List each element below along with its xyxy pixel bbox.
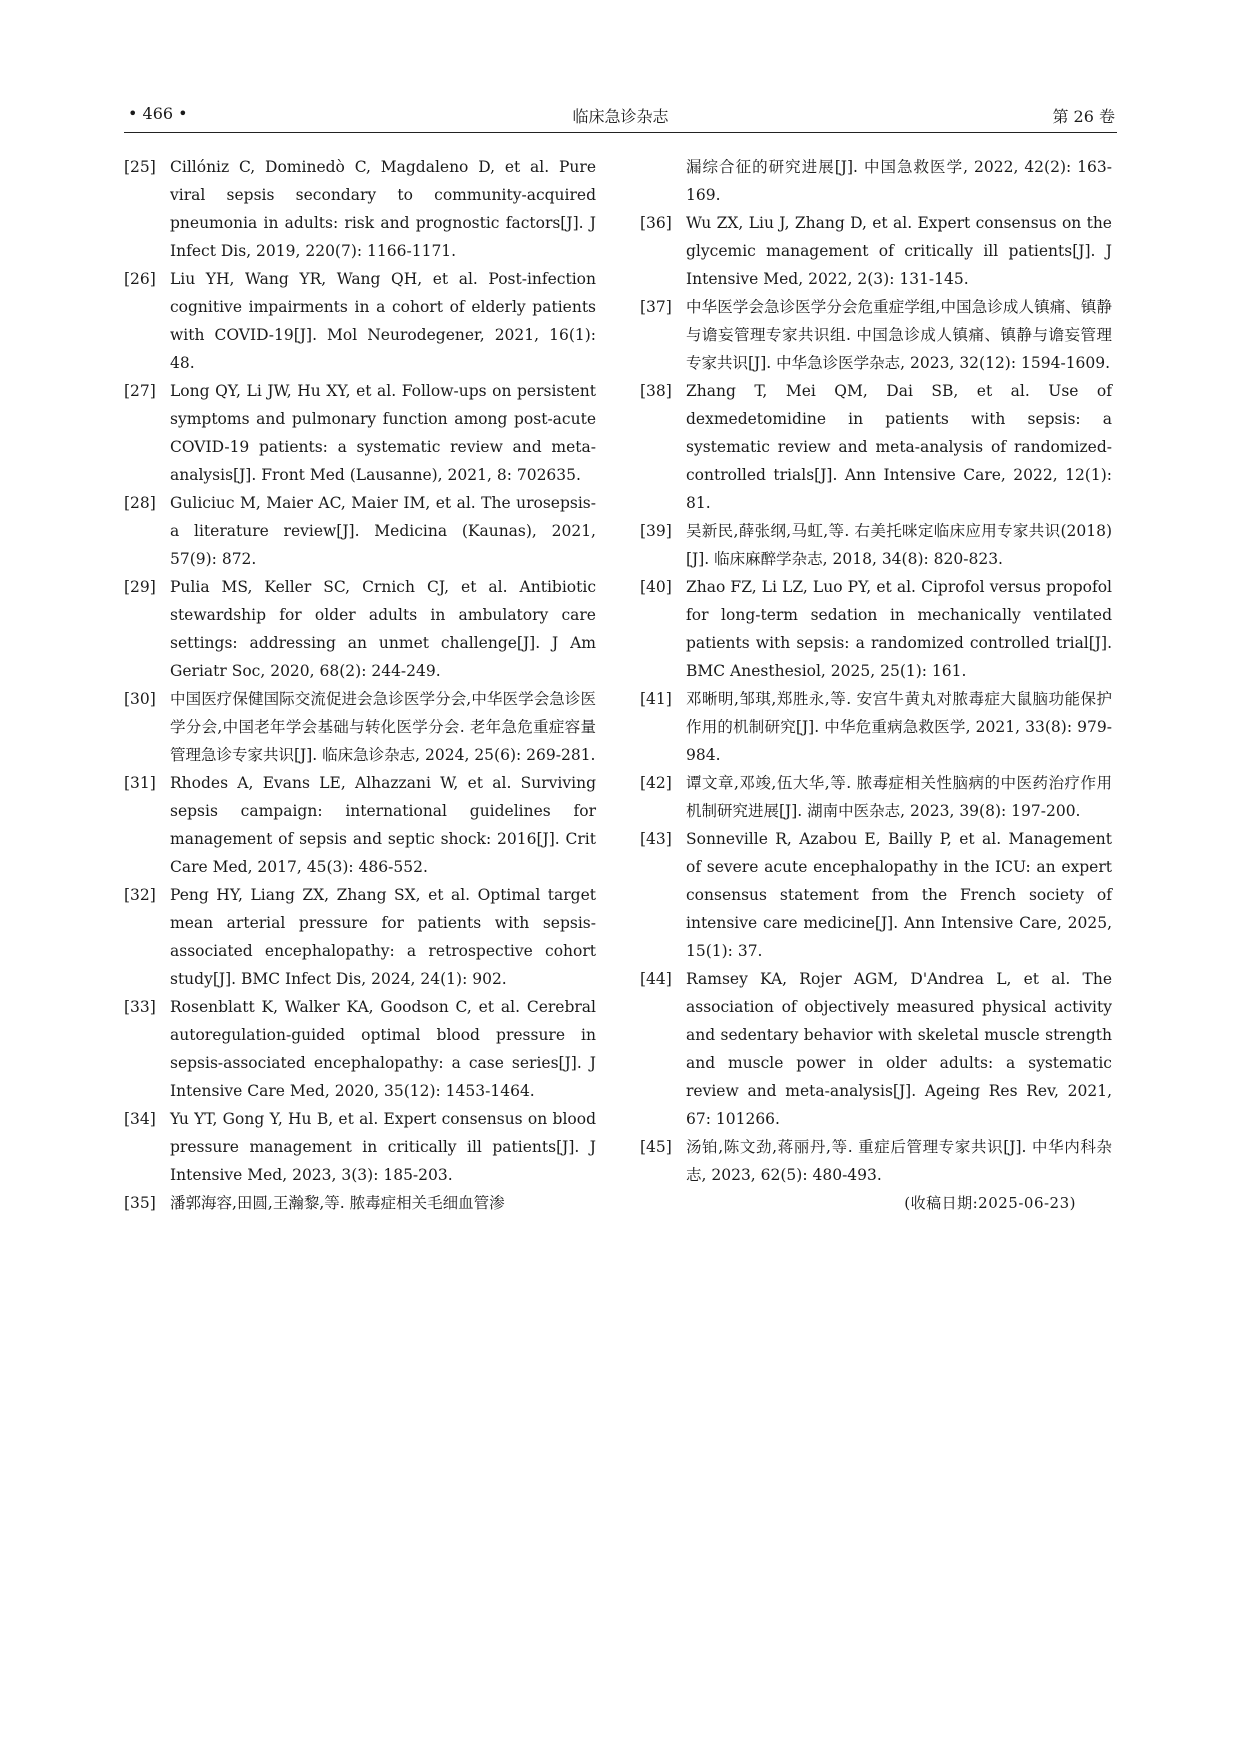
reference-item bbox=[640, 825, 1112, 965]
reference-number: [36] bbox=[640, 214, 672, 232]
reference-number: [45] bbox=[640, 1138, 672, 1156]
reference-number: [28] bbox=[124, 494, 156, 512]
reference-column-left bbox=[124, 153, 596, 1217]
reference-text: Cillóniz C, Dominedò C, Magdaleno D, et al. Pure viral sepsis secondary to community-acquired pneumonia in adults: risk and prognostic factors[J]. J Infect Dis, 2019, 220(7): 1166-1171. bbox=[170, 158, 596, 260]
reference-number: [29] bbox=[124, 578, 156, 596]
reference-text: Guliciuc M, Maier AC, Maier IM, et al. The urosepsis-a literature review[J]. Medicina (Kaunas), 2021, 57(9): 872. bbox=[170, 494, 596, 568]
reference-text: Rosenblatt K, Walker KA, Goodson C, et al. Cerebral autoregulation-guided optimal blood pressure in sepsis-associated encephalopathy: a case series[J]. J Intensive Care Med, 2020, 35(12): 1453-1464. bbox=[170, 998, 596, 1100]
reference-text: 吴新民,薛张纲,马虹,等. 右美托咪定临床应用专家共识(2018)[J]. 临床麻醉学杂志, 2018, 34(8): 820-823. bbox=[686, 522, 1112, 568]
reference-item bbox=[640, 573, 1112, 685]
reference-number: [30] bbox=[124, 690, 156, 708]
reference-item bbox=[124, 993, 596, 1105]
reference-number: [34] bbox=[124, 1110, 156, 1128]
reference-number: [38] bbox=[640, 382, 672, 400]
reference-number: [35] bbox=[124, 1194, 156, 1212]
reference-text: 中华医学会急诊医学分会危重症学组,中国急诊成人镇痛、镇静与谵妄管理专家共识组. 中国急诊成人镇痛、镇静与谵妄管理专家共识[J]. 中华急诊医学杂志, 2023, 32(12): 1594-1609. bbox=[686, 298, 1112, 372]
reference-item bbox=[124, 265, 596, 377]
reference-text: Liu YH, Wang YR, Wang QH, et al. Post-infection cognitive impairments in a cohort of elderly patients with COVID-19[J]. Mol Neurodegener, 2021, 16(1): 48. bbox=[170, 270, 596, 372]
reference-number: [41] bbox=[640, 690, 672, 708]
reference-text: 邓晰明,邹琪,郑胜永,等. 安宫牛黄丸对脓毒症大鼠脑功能保护作用的机制研究[J]. 中华危重病急救医学, 2021, 33(8): 979-984. bbox=[686, 690, 1112, 764]
reference-item bbox=[640, 769, 1112, 825]
reference-column-right bbox=[640, 153, 1112, 1217]
reference-text: 汤铂,陈文劲,蒋丽丹,等. 重症后管理专家共识[J]. 中华内科杂志, 2023, 62(5): 480-493. bbox=[686, 1138, 1112, 1184]
reference-number: [32] bbox=[124, 886, 156, 904]
reference-text: Long QY, Li JW, Hu XY, et al. Follow-ups on persistent symptoms and pulmonary function among post-acute COVID-19 patients: a systematic review and meta-analysis[J]. Front Med (Lausanne), 2021, 8: 702635. bbox=[170, 382, 596, 484]
reference-text: Peng HY, Liang ZX, Zhang SX, et al. Optimal target mean arterial pressure for patients with sepsis-associated encephalopathy: a retrospective cohort study[J]. BMC Infect Dis, 2024, 24(1): 902. bbox=[170, 886, 596, 988]
reference-item bbox=[640, 965, 1112, 1133]
reference-number: [26] bbox=[124, 270, 156, 288]
reference-text: Pulia MS, Keller SC, Crnich CJ, et al. Antibiotic stewardship for older adults in ambulatory care settings: addressing an unmet challenge[J]. J Am Geriatr Soc, 2020, 68(2): 244-249. bbox=[170, 578, 596, 680]
reference-number: [40] bbox=[640, 578, 672, 596]
reference-item bbox=[640, 517, 1112, 573]
reference-item bbox=[124, 881, 596, 993]
reference-item bbox=[124, 685, 596, 769]
reference-number: [25] bbox=[124, 158, 156, 176]
reference-item bbox=[640, 293, 1112, 377]
reference-number: [43] bbox=[640, 830, 672, 848]
reference-text: Wu ZX, Liu J, Zhang D, et al. Expert consensus on the glycemic management of critically ill patients[J]. J Intensive Med, 2022, 2(3): 131-145. bbox=[686, 214, 1112, 288]
reference-item bbox=[124, 489, 596, 573]
reference-text: 谭文章,邓竣,伍大华,等. 脓毒症相关性脑病的中医药治疗作用机制研究进展[J]. 湖南中医杂志, 2023, 39(8): 197-200. bbox=[686, 774, 1112, 820]
received-date: (收稿日期:2025-06-23) bbox=[904, 1194, 1076, 1212]
reference-continuation: 漏综合征的研究进展[J]. 中国急救医学, 2022, 42(2): 163-169. bbox=[686, 158, 1112, 204]
volume-label: 第 26 卷 bbox=[1052, 107, 1115, 126]
reference-text: Zhao FZ, Li LZ, Luo PY, et al. Ciprofol versus propofol for long-term sedation in mechanically ventilated patients with sepsis: a randomized controlled trial[J]. BMC Anesthesiol, 2025, 25(1): 161. bbox=[686, 578, 1112, 680]
reference-item bbox=[124, 1105, 596, 1189]
reference-text: 潘郭海容,田圆,王瀚黎,等. 脓毒症相关毛细血管渗 bbox=[170, 1194, 505, 1212]
reference-number: [44] bbox=[640, 970, 672, 988]
reference-number: [33] bbox=[124, 998, 156, 1016]
page-number: • 466 • bbox=[128, 104, 188, 123]
page-header bbox=[124, 100, 1117, 133]
reference-text: Yu YT, Gong Y, Hu B, et al. Expert consensus on blood pressure management in critically ill patients[J]. J Intensive Med, 2023, 3(3): 185-203. bbox=[170, 1110, 596, 1184]
reference-text: Rhodes A, Evans LE, Alhazzani W, et al. Surviving sepsis campaign: international guidelines for management of sepsis and septic shock: 2016[J]. Crit Care Med, 2017, 45(3): 486-552. bbox=[170, 774, 596, 876]
reference-number: [31] bbox=[124, 774, 156, 792]
reference-item bbox=[124, 769, 596, 881]
reference-text: Ramsey KA, Rojer AGM, D'Andrea L, et al. The association of objectively measured physical activity and sedentary behavior with skeletal muscle strength and muscle power in older adults: a systematic review and meta-analysis[J]. Ageing Res Rev, 2021, 67: 101266. bbox=[686, 970, 1112, 1128]
reference-item bbox=[124, 153, 596, 265]
reference-number: [42] bbox=[640, 774, 672, 792]
reference-item bbox=[124, 573, 596, 685]
reference-item bbox=[640, 685, 1112, 769]
reference-item bbox=[124, 377, 596, 489]
journal-title: 临床急诊杂志 bbox=[572, 107, 669, 126]
reference-item bbox=[640, 377, 1112, 517]
reference-text: Sonneville R, Azabou E, Bailly P, et al. Management of severe acute encephalopathy in the ICU: an expert consensus statement from the French society of intensive care medicine[J]. Ann Intensive Care, 2025, 15(1): 37. bbox=[686, 830, 1112, 960]
reference-item bbox=[124, 1189, 596, 1217]
reference-text: 中国医疗保健国际交流促进会急诊医学分会,中华医学会急诊医学分会,中国老年学会基础与转化医学分会. 老年急危重症容量管理急诊专家共识[J]. 临床急诊杂志, 2024, 25(6): 269-281. bbox=[170, 690, 596, 764]
reference-item bbox=[640, 209, 1112, 293]
reference-item bbox=[640, 1133, 1112, 1189]
reference-number: [39] bbox=[640, 522, 672, 540]
reference-text: Zhang T, Mei QM, Dai SB, et al. Use of dexmedetomidine in patients with sepsis: a systematic review and meta-analysis of randomized-controlled trials[J]. Ann Intensive Care, 2022, 12(1): 81. bbox=[686, 382, 1112, 512]
reference-number: [27] bbox=[124, 382, 156, 400]
reference-number: [37] bbox=[640, 298, 672, 316]
